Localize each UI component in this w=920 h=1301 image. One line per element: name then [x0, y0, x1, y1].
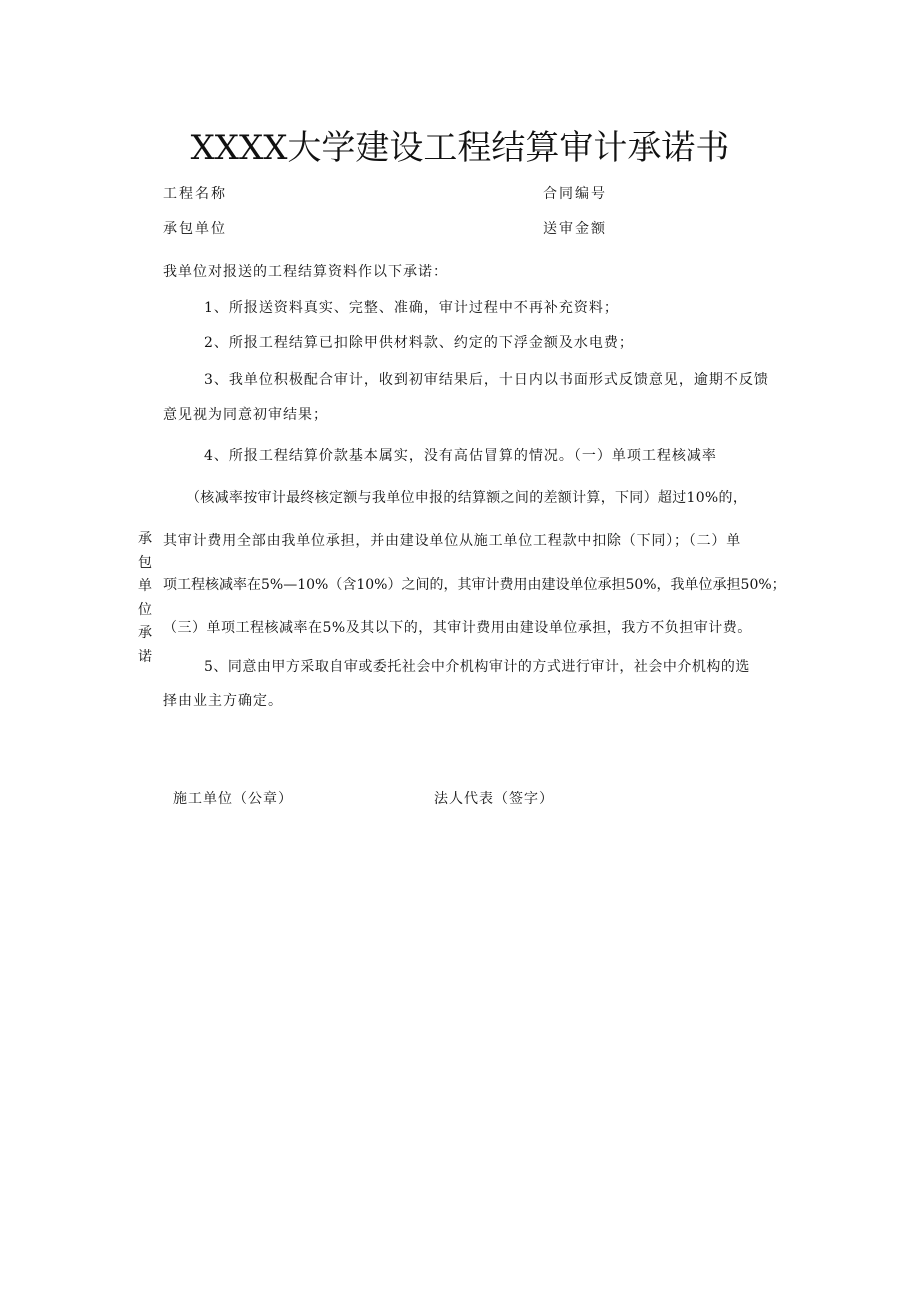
clause-3-line-2: 意见视为同意初审结果；: [163, 407, 328, 423]
side-char: 诺: [138, 648, 152, 665]
clause-2: 2、所报工程结算已扣除甲供材料款、约定的下浮金额及水电费；: [204, 335, 634, 351]
side-char: 承: [138, 625, 152, 641]
clause-4-line-2: （核减率按审计最终核定额与我单位申报的结算额之间的差额计算，下同）超过10%的，: [186, 490, 748, 506]
clause-4-line-1: 4、所报工程结算价款基本属实，没有高估冒算的情况。（一）单项工程核减率: [204, 448, 717, 464]
clause-5-line-1: 5、同意由甲方采取自审或委托社会中介机构审计的方式进行审计，社会中介机构的选: [204, 659, 750, 675]
contract-no-label: 合同编号: [543, 186, 607, 202]
submitted-amount-label: 送审金额: [543, 221, 607, 237]
clause-4-line-4: 项工程核减率在5%—10%（含10%）之间的，其审计费用由建设单位承担50%，我单位承担50%；: [163, 577, 786, 593]
side-char: 单: [138, 578, 152, 594]
clause-4-line-3: 其审计费用全部由我单位承担，并由建设单位从施工单位工程款中扣除（下同）；（二）单: [163, 533, 741, 549]
clause-3-line-1: 3、我单位积极配合审计，收到初审结果后，十日内以书面形式反馈意见，逾期不反馈: [204, 372, 769, 388]
intro-text: 我单位对报送的工程结算资料作以下承诺：: [163, 264, 448, 280]
contractor-label: 承包单位: [163, 221, 227, 237]
side-char: 位: [138, 601, 152, 618]
contractor-seal-label: 施工单位（公章）: [173, 791, 293, 807]
clause-5-line-2: 择由业主方确定。: [163, 693, 283, 709]
side-char: 包: [138, 554, 152, 571]
side-label-contractor-commitment: [137, 528, 153, 669]
clause-4-line-5: （三）单项工程核减率在5%及其以下的，其审计费用由建设单位承担，我方不负担审计费。: [163, 620, 752, 636]
document-title: XXXX大学建设工程结算审计承诺书: [190, 128, 730, 168]
project-name-label: 工程名称: [163, 186, 227, 202]
legal-rep-signature-label: 法人代表（签字）: [434, 791, 554, 807]
clause-1: 1、所报送资料真实、完整、准确，审计过程中不再补充资料；: [204, 300, 619, 316]
side-char: 承: [138, 531, 152, 547]
